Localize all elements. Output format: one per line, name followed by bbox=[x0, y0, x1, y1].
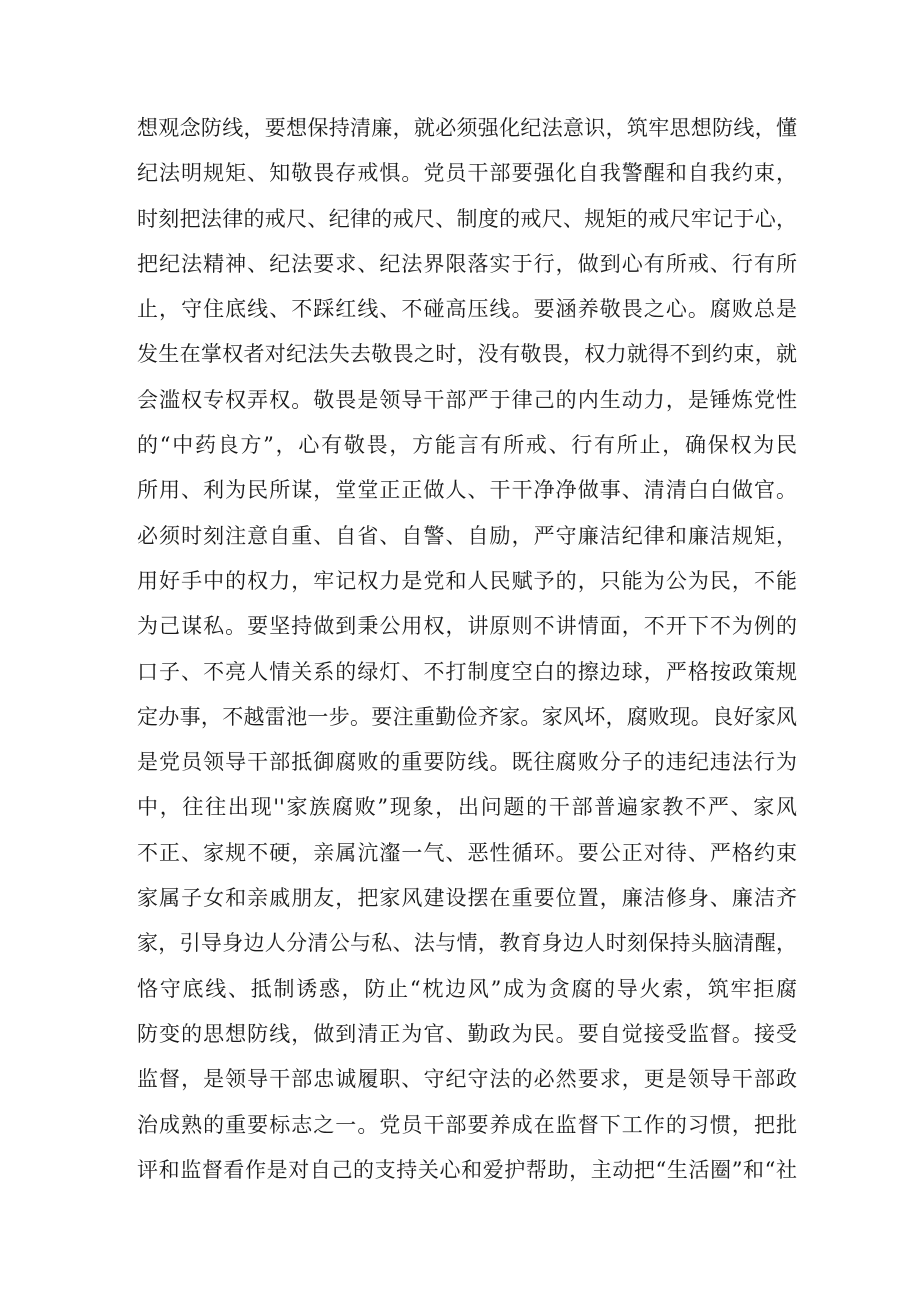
text-line: 止，守住底线、不踩红线、不碰高压线。要涵养敬畏之心。腐败总是 bbox=[137, 297, 797, 322]
text-line: 家，引导身边人分清公与私、法与情，教育身边人时刻保持头脑清醒， bbox=[137, 931, 797, 956]
text-line: 是党员领导干部抵御腐败的重要防线。既往腐败分子的违纪违法行为 bbox=[137, 750, 797, 775]
text-line: 必须时刻注意自重、自省、自警、自励，严守廉洁纪律和廉洁规矩， bbox=[137, 523, 797, 548]
text-line: 不正、家规不硬，亲属沆瀣一气、恶性循环。要公正对待、严格约束 bbox=[137, 840, 797, 865]
text-line: 发生在掌权者对纪法失去敬畏之时，没有敬畏，权力就得不到约束，就 bbox=[137, 342, 797, 367]
text-line: 时刻把法律的戒尺、纪律的戒尺、制度的戒尺、规矩的戒尺牢记于心， bbox=[137, 206, 797, 231]
text-line: 所用、利为民所谋，堂堂正正做人、干干净净做事、清清白白做官。 bbox=[137, 478, 797, 503]
text-line: 监督，是领导干部忠诚履职、守纪守法的必然要求，更是领导干部政 bbox=[137, 1067, 797, 1092]
text-line: 会滥权专权弄权。敬畏是领导干部严于律己的内生动力，是锤炼党性 bbox=[137, 387, 797, 412]
text-line: 为己谋私。要坚持做到秉公用权，讲原则不讲情面，不开下不为例的 bbox=[137, 614, 797, 639]
body-text bbox=[137, 106, 797, 1193]
text-line: 防变的思想防线，做到清正为官、勤政为民。要自觉接受监督。接受 bbox=[137, 1021, 797, 1046]
text-line: 口子、不亮人情关系的绿灯、不打制度空白的擦边球，严格按政策规 bbox=[137, 659, 797, 684]
text-line: 治成熟的重要标志之一。党员干部要养成在监督下工作的习惯，把批 bbox=[137, 1112, 797, 1137]
text-line: 评和监督看作是对自己的支持关心和爱护帮助，主动把“生活圈”和“社 bbox=[137, 1157, 797, 1182]
text-line: 的“中药良方”，心有敬畏，方能言有所戒、行有所止，确保权为民 bbox=[137, 433, 797, 458]
text-line: 家属子女和亲戚朋友，把家风建设摆在重要位置，廉洁修身、廉洁齐 bbox=[137, 886, 797, 911]
text-line: 定办事，不越雷池一步。要注重勤俭齐家。家风坏，腐败现。良好家风 bbox=[137, 704, 797, 729]
text-line: 把纪法精神、纪法要求、纪法界限落实于行，做到心有所戒、行有所 bbox=[137, 251, 797, 276]
text-line: 纪法明规矩、知敬畏存戒惧。党员干部要强化自我警醒和自我约束， bbox=[137, 161, 797, 186]
text-line: 想观念防线，要想保持清廉，就必须强化纪法意识，筑牢思想防线，懂 bbox=[137, 116, 797, 140]
text-line: 用好手中的权力，牢记权力是党和人民赋予的，只能为公为民，不能 bbox=[137, 568, 797, 593]
text-line: 中，往往出现''家族腐败”现象，出问题的干部普遍家教不严、家风 bbox=[137, 795, 797, 820]
text-line: 恪守底线、抵制诱惑，防止“枕边风”成为贪腐的导火索，筑牢拒腐 bbox=[137, 976, 797, 1001]
